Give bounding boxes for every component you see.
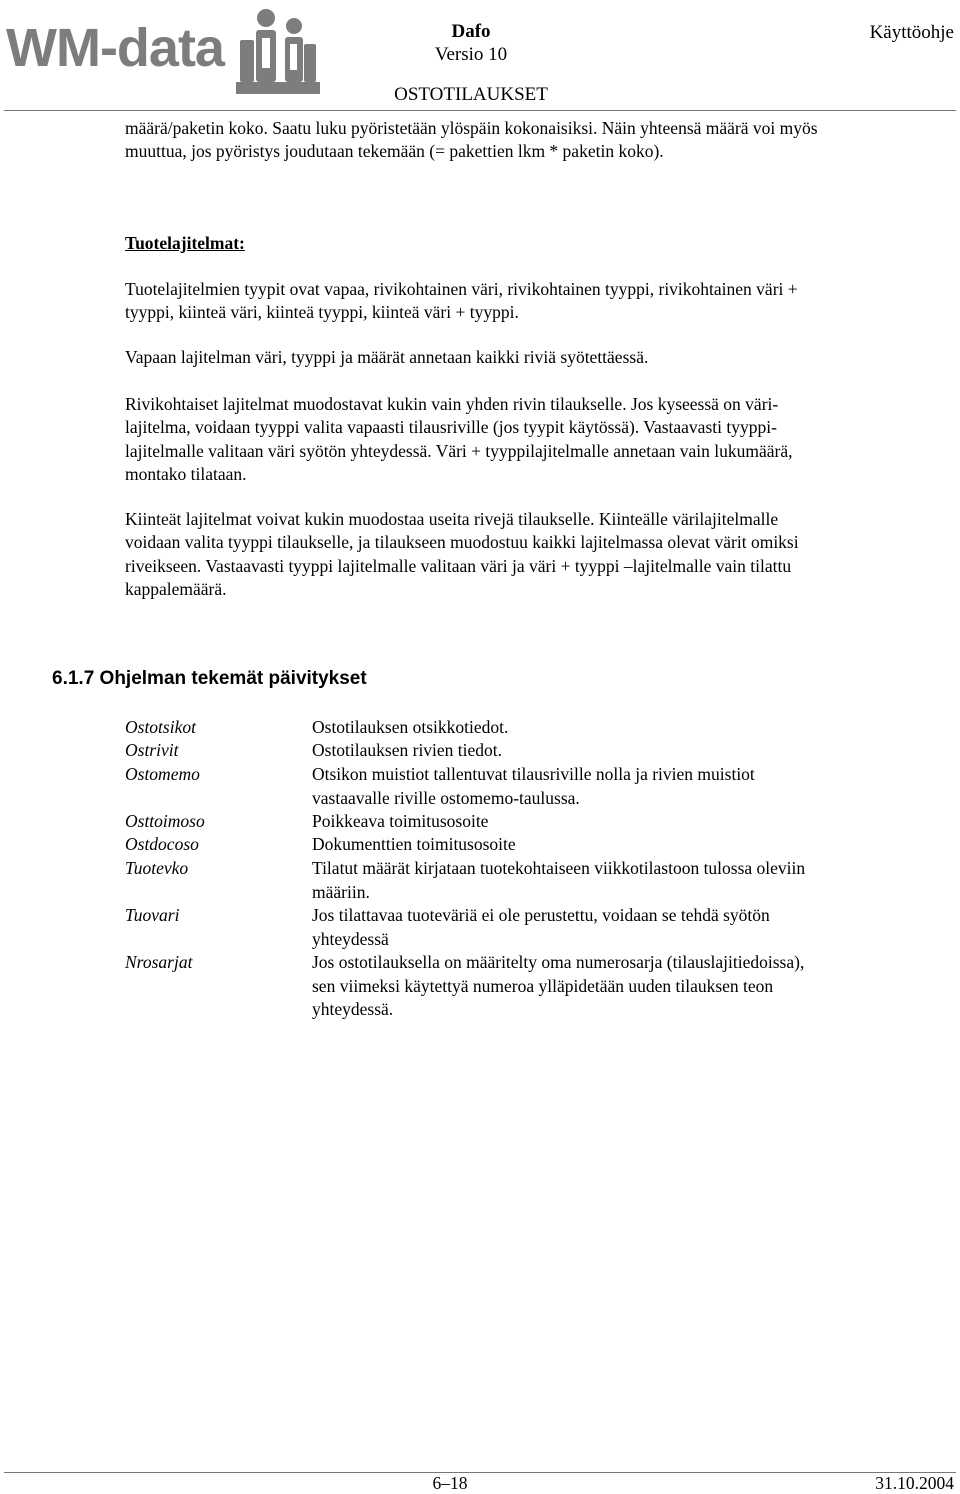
table-name: Osttoimoso [125,811,205,831]
text-line: sen viimeksi käytettyä numeroa ylläpidetään uuden tilauksen teon [312,975,774,996]
header-divider [4,110,956,111]
header-doc-type: Käyttöohje [869,22,954,43]
text-line: Dokumenttien toimitusosoite [312,834,516,854]
logo-wordmark: WM-data [6,18,224,78]
table-name: Nrosarjat [125,952,193,972]
paragraph-fixed [125,508,955,601]
table-description [312,904,915,951]
text-line: Jos tilattavaa tuoteväriä ei ole perustettu, voidaan se tehdä syötön [312,905,770,925]
table-name: Ostrivit [125,740,179,760]
text-line: määrä/paketin koko. Saatu luku pyöristetään ylöspäin kokonaisiksi. Näin yhteensä määrä voi myös [125,118,818,138]
text-line: montako tilataan. [125,463,247,484]
header-version: Versio 10 [434,44,508,65]
text-line: Vapaan lajitelman väri, tyyppi ja määrät annetaan kaikki riviä syötettäessä. [125,347,649,367]
header-section: OSTOTILAUKSET [394,84,548,105]
text-line: Poikkeava toimitusosoite [312,811,489,831]
text-line: Tuotelajitelmien tyypit ovat vapaa, rivikohtainen väri, rivikohtainen tyyppi, rivikohtainen väri + [125,279,798,299]
text-line: määriin. [312,881,370,902]
table-name: Ostomemo [125,764,200,784]
paragraph-row-specific [125,393,955,486]
text-line: Rivikohtaiset lajitelmat muodostavat kukin vain yhden rivin tilaukselle. Jos kyseessä on väri- [125,394,779,414]
text-line: Jos ostotilauksella on määritelty oma numerosarja (tilauslajitiedoissa), [312,952,805,972]
header-center [340,20,602,106]
text-line: Ostotilauksen rivien tiedot. [312,740,503,760]
table-name: Ostotsikot [125,717,196,737]
footer-date: 31.10.2004 [875,1473,954,1493]
footer-divider [4,1472,956,1473]
text-line: Tilatut määrät kirjataan tuotekohtaiseen viikkotilastoon tulossa oleviin [312,858,806,878]
text-line: lajitelmalle valitaan väri syötön yhteydessä. Väri + tyyppilajitelmalle annetaan vain lukumäärä, [125,440,793,461]
paragraph-free [125,346,955,369]
text-line: yhteydessä [312,928,389,949]
table-description [312,763,915,810]
table-name: Tuovari [125,905,180,925]
subheading-container [125,232,955,255]
wm-data-logo [4,4,320,96]
text-line: kappalemäärä. [125,578,227,599]
text-line: riveikseen. Vastaavasti tyyppi lajitelmalle valitaan väri ja väri + tyyppi –lajitelmalle vain tilattu [125,555,792,576]
text-line: Kiinteät lajitelmat voivat kukin muodostaa useita rivejä tilaukselle. Kiinteälle värilajitelmalle [125,509,779,529]
text-line: Otsikon muistiot tallentuvat tilausriville nolla ja rivien muistiot [312,764,755,784]
table-description [312,833,915,857]
table-description [312,857,915,904]
text-line: Ostotilauksen otsikkotiedot. [312,717,509,737]
table-description [312,739,915,763]
table-description [312,810,915,834]
text-line: vastaavalle riville ostomemo-taulussa. [312,787,580,808]
table-description [312,716,915,740]
logo-figures-icon [236,9,320,94]
text-line: lajitelma, voidaan tyyppi valita vapaasti tilausriville (jos tyypit käytössä). Vastaavasti tyyppi- [125,417,777,438]
paragraph-types [125,278,955,325]
text-line: voidaan valita tyyppi tilaukselle, ja tilaukseen muodostuu kaikki lajitelmassa olevat värit omiksi [125,532,799,553]
intro-paragraph [125,117,955,164]
text-line: yhteydessä. [312,999,394,1020]
table-description [312,951,915,1022]
table-name: Ostdocoso [125,834,199,854]
header-product: Dafo [451,21,491,42]
text-line: muuttua, jos pyöristys joudutaan tekemään (= pakettien lkm * paketin koko). [125,141,664,162]
text-line: tyyppi, kiinteä väri, kiinteä tyyppi, kiinteä väri + tyyppi. [125,302,519,323]
subheading-tuotelajitelmat: Tuotelajitelmat: [125,233,245,253]
footer-page-number: 6–18 [432,1473,468,1493]
table-name: Tuotevko [125,858,189,878]
section-heading: 6.1.7 Ohjelman tekemät päivitykset [52,668,367,689]
